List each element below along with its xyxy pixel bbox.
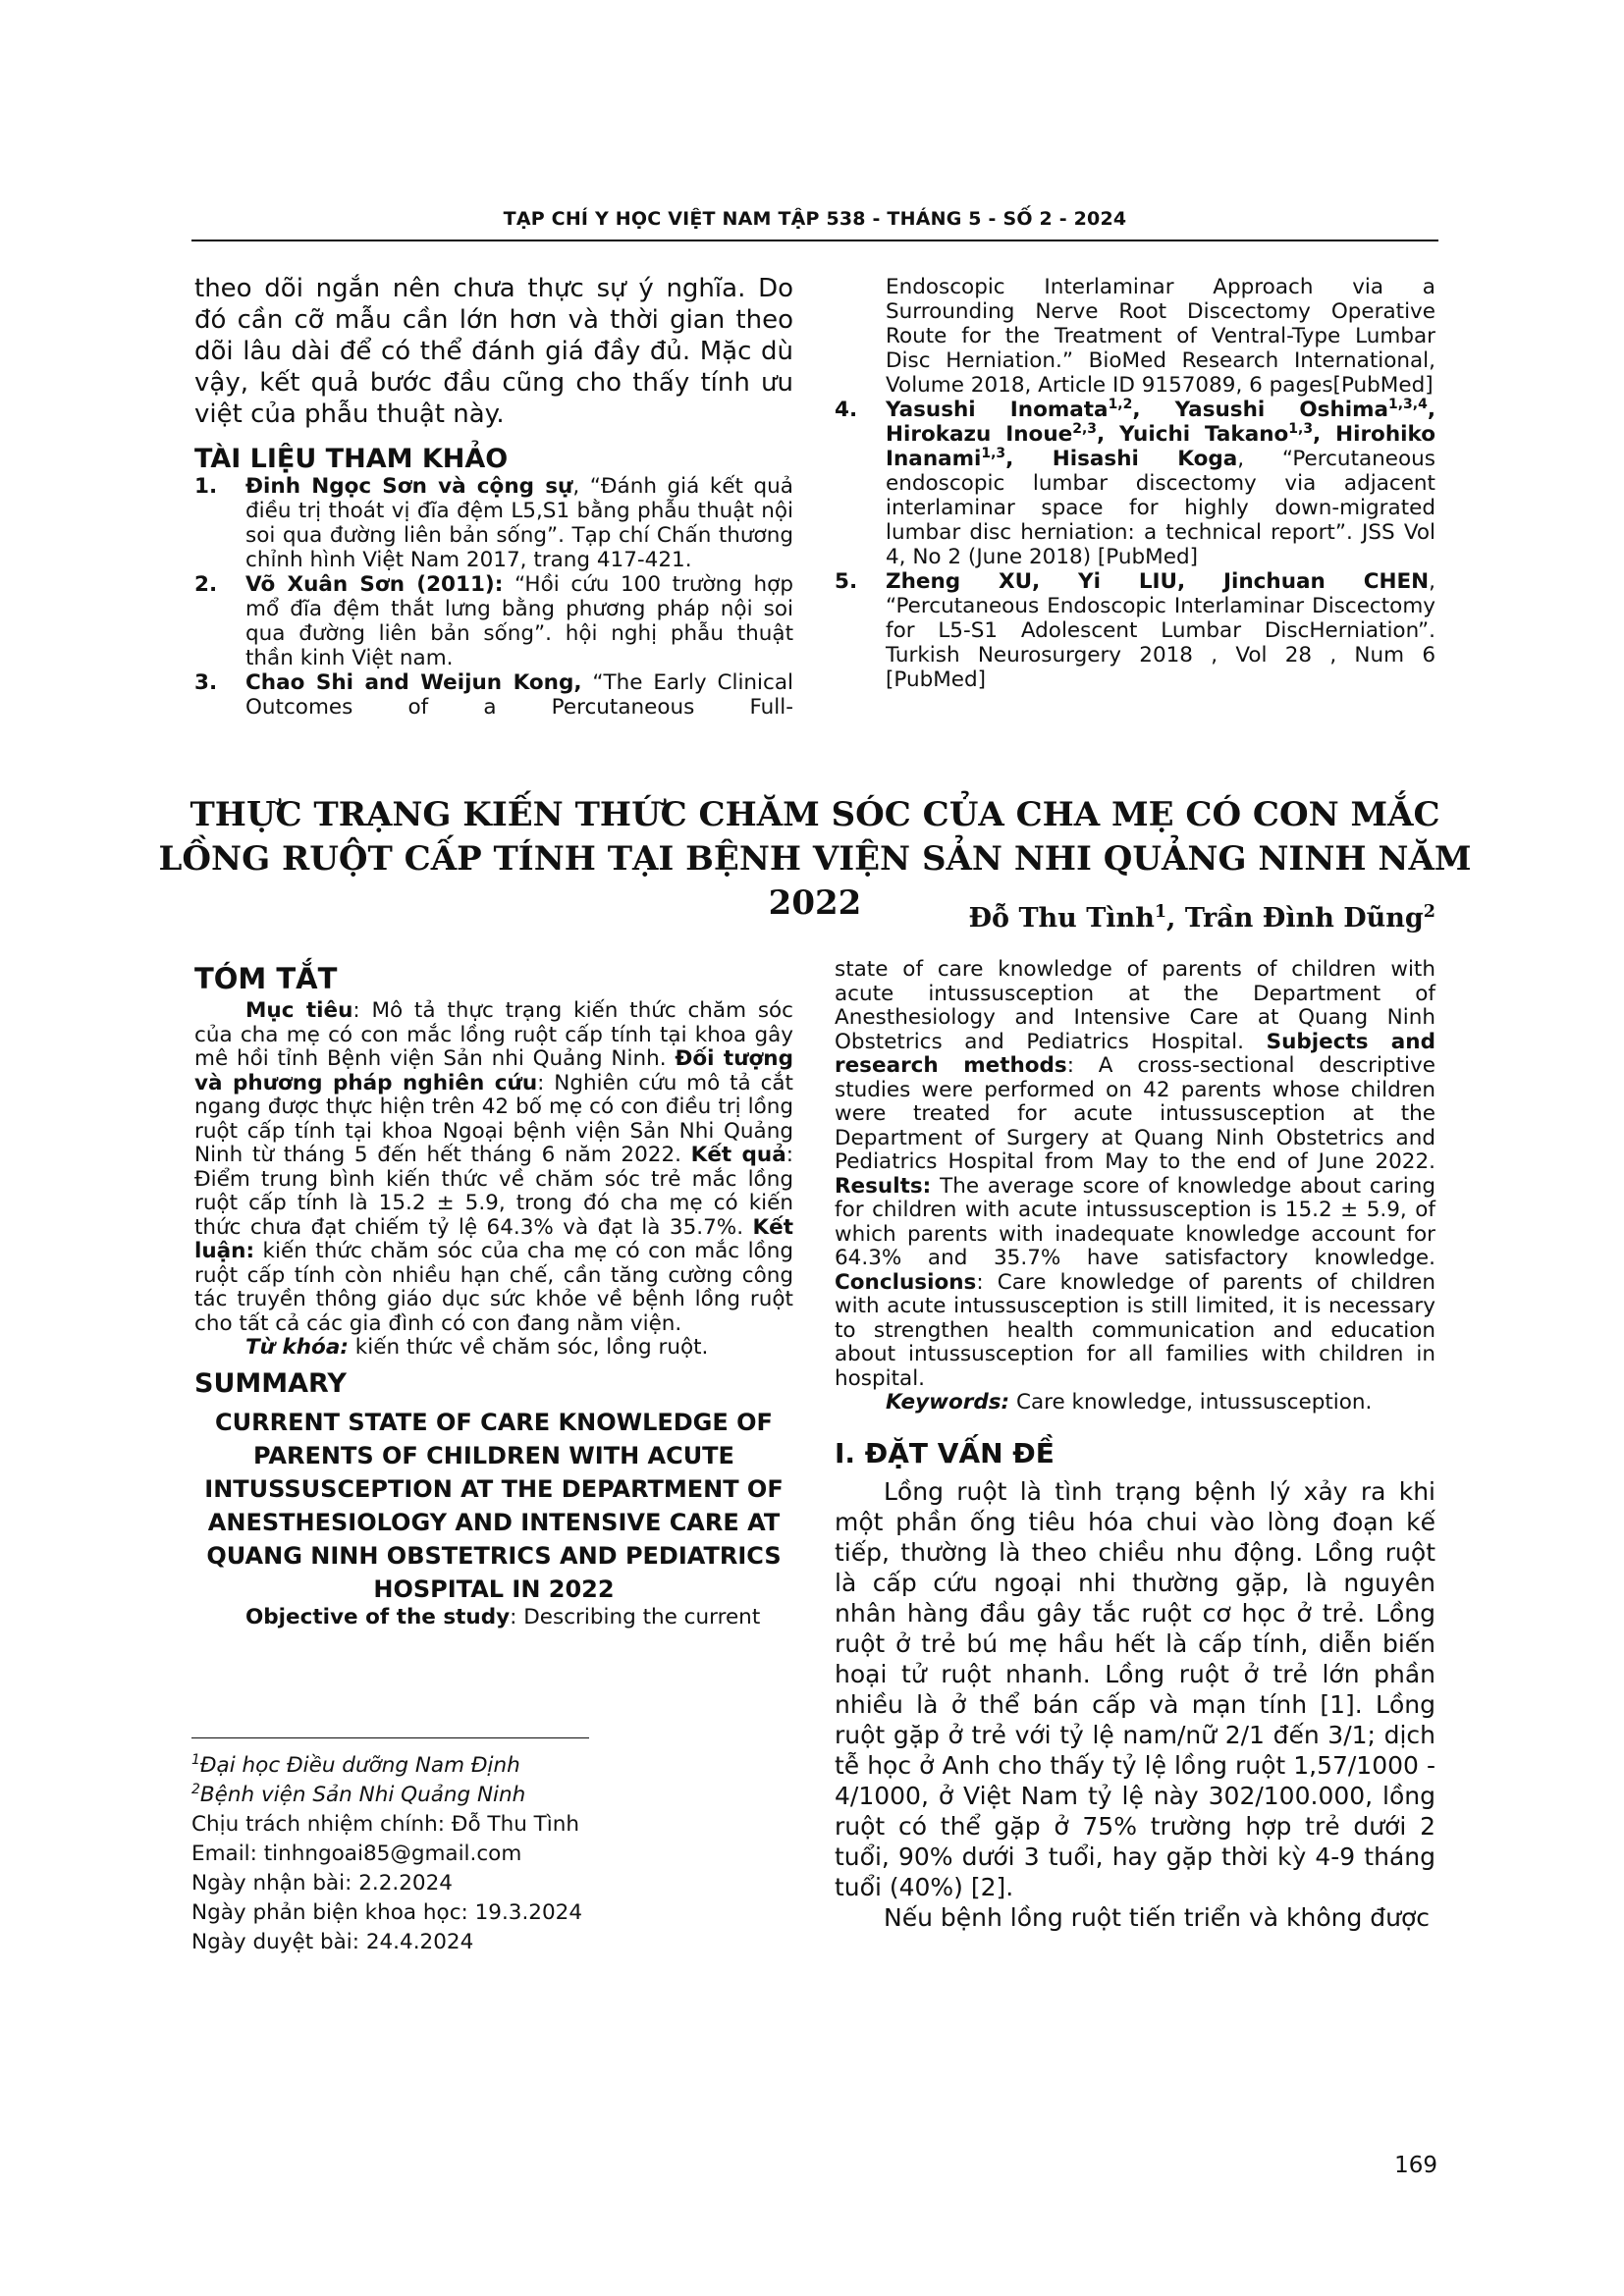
date-received: Ngày nhận bài: 2.2.2024 [191, 1871, 453, 1896]
reference-authors: Võ Xuân Sơn (2011): [245, 572, 504, 597]
reference-number: 5. [835, 569, 858, 594]
journal-header: TẠP CHÍ Y HỌC VIỆT NAM TẬP 538 - THÁNG 5 - SỐ 2 - 2024 [503, 208, 1127, 230]
top-left-column [194, 273, 793, 720]
summary-objective-start: Objective of the study: Describing the current [245, 1604, 761, 1629]
intro-paragraph-1: Lồng ruột là tình trạng bệnh lý xảy ra khi một phần ống tiêu hóa chui vào lòng đoạn kế tiếp, thường là theo chiều nhu động. Lồng ruột là cấp cứu ngoại nhi thường gặp, là nguyên nhân hàng đầu gây tắc ruột cơ học ở trẻ. Lồng ruột ở trẻ bú mẹ hầu hết là cấp tính, diễn biến hoại tử ruột nhanh. Lồng ruột ở trẻ lớn phần nhiều là ở thể bán cấp và mạn tính [1]. Lồng ruột gặp ở trẻ với tỷ lệ nam/nữ 2/1 đến 3/1; dịch tễ học ở Anh cho thấy tỷ lệ lồng ruột 1,57/1000 - 4/1000, ở Việt Nam tỷ lệ này 302/100.000, lồng ruột có thể gặp ở 75% trường hợp trẻ dưới 2 tuổi, 90% dưới 3 tuổi, hay gặp thời kỳ 4-9 tháng tuổi (40%) [2]. [835, 1476, 1435, 1901]
top-right-column [835, 275, 1435, 692]
reference-number: 2. [194, 572, 218, 597]
summary-heading: SUMMARY [194, 1367, 347, 1399]
summary-body: state of care knowledge of parents of children with acute intussusception at the Department of Anesthesiology and Intensive Care at Quang Ninh Obstetrics and Pediatrics Hospital. Subjects and research methods: A cross-sectional descriptive studies were performed on 42 parents whose children were treated for acute intussusception at the Department of Surgery at Quang Ninh Obstetrics and Pediatrics Hospital from May to the end of June 2022. Results: The average score of knowledge about caring for children with acute intussusception is 15.2 ± 5.9, of which parents with inadequate knowledge account for 64.3% and 35.7% have satisfactory knowledge. Conclusions: Care knowledge of parents of children with acute intussusception is still limited, it is necessary to strengthen health communication and education about intussusception for all families with children in hospital. [835, 957, 1435, 1391]
author-affiliation-mark: 2 [1423, 902, 1435, 922]
summary-keywords: Keywords: Care knowledge, intussusception. [886, 1390, 1373, 1415]
reference-authors: Đinh Ngọc Sơn và cộng sự [245, 474, 573, 499]
reference-number: 4. [835, 398, 858, 422]
summary-title: CURRENT STATE OF CARE KNOWLEDGE OF PARENTS OF CHILDREN WITH ACUTE INTUSSUSCEPTION AT THE DEPARTMENT OF ANESTHESIOLOGY AND INTENSIVE CARE AT QUANG NINH OBSTETRICS AND PEDIATRICS HOSPITAL IN 2022 [204, 1408, 784, 1603]
footnote-rule [191, 1737, 589, 1738]
corresponding-author: Chịu trách nhiệm chính: Đỗ Thu Tình [191, 1812, 580, 1837]
date-accepted: Ngày duyệt bài: 24.4.2024 [191, 1930, 474, 1954]
previous-article-conclusion: theo dõi ngắn nên chưa thực sự ý nghĩa. Do đó cần cỡ mẫu cần lớn hơn và thời gian theo dõi lâu dài để có thể đánh giá đầy đủ. Mặc dù vậy, kết quả bước đầu cũng cho thấy tính ưu việt của phẫu thuật này. [194, 274, 793, 429]
reference-5 [835, 569, 1435, 692]
reference-number: 1. [194, 474, 218, 499]
abstract-left-column [194, 960, 793, 1629]
reference-3 [194, 670, 793, 720]
affiliation-1: $^1$Đại học Điều dưỡng Nam Định [191, 1751, 520, 1778]
author-affiliation-mark: 1 [1154, 902, 1167, 922]
abstract-right-column [835, 958, 1435, 1933]
author-name: Trần Đình Dũng [1184, 903, 1424, 934]
reference-1 [194, 474, 793, 572]
article-authors: Đỗ Thu Tình$^1$, Trần Đình Dũng$^2$ [968, 902, 1435, 934]
intro-paragraph-2: Nếu bệnh lồng ruột tiến triển và không được [884, 1902, 1431, 1932]
footnotes [191, 1751, 582, 1957]
author-name: Đỗ Thu Tình [968, 903, 1155, 934]
header-rule [191, 240, 1438, 241]
article-title: THỰC TRẠNG KIẾN THỨC CHĂM SÓC CỦA CHA MẸ CÓ CON MẮC LỒNG RUỘT CẤP TÍNH TẠI BỆNH VIỆN SẢN NHI QUẢNG NINH NĂM 2022 [158, 795, 1472, 923]
vn-keywords: Từ khóa: kiến thức về chăm sóc, lồng ruột. [245, 1335, 709, 1360]
reference-list-left [194, 474, 793, 720]
vn-abstract-body: Mục tiêu: Mô tả thực trạng kiến thức chăm sóc của cha mẹ có con mắc lồng ruột cấp tính tại khoa gây mê hồi tỉnh Bệnh viện Sản nhi Quảng Ninh. Đối tượng và phương pháp nghiên cứu: Nghiên cứu mô tả cắt ngang được thực hiện trên 42 bố mẹ có con điều trị lồng ruột cấp tính tại khoa Ngoại bệnh viện Sản Nhi Quảng Ninh từ tháng 5 đến hết tháng 6 năm 2022. Kết quả: Điểm trung bình kiến thức về chăm sóc trẻ mắc lồng ruột cấp tính là 15.2 ± 5.9, trong đó cha mẹ có kiến thức chưa đạt chiếm tỷ lệ 64.3% và đạt là 35.7%. Kết luận: kiến thức chăm sóc của cha mẹ có con mắc lồng ruột cấp tính còn nhiều hạn chế, cần tăng cường công tác truyền thông giáo dục sức khỏe về bệnh lồng ruột cho tất cả các gia đình có con đang nằm viện. [194, 998, 793, 1336]
reference-authors: Zheng XU, Yi LIU, Jinchuan CHEN [886, 569, 1430, 594]
reference-4 [835, 398, 1435, 569]
date-reviewed: Ngày phản biện khoa học: 19.3.2024 [191, 1900, 583, 1925]
reference-text: “The Early Clinical Outcomes of a Percutaneous Full- [245, 670, 794, 720]
page-number: 169 [1394, 2153, 1437, 2178]
references-heading: TÀI LIỆU THAM KHẢO [194, 444, 509, 474]
reference-3-continued: Endoscopic Interlaminar Approach via a Surrounding Nerve Root Discectomy Operative Route for the Treatment of Ventral-Type Lumbar Disc Herniation.” BioMed Research International, Volume 2018, Article ID 9157089, 6 pages[PubMed] [886, 275, 1435, 398]
reference-authors: Chao Shi and Weijun Kong, [245, 670, 582, 695]
affiliation-2: $^2$Bệnh viện Sản Nhi Quảng Ninh [191, 1781, 526, 1807]
reference-2 [194, 572, 793, 670]
reference-text: , “Percutaneous Endoscopic Interlaminar Discectomy for L5-S1 Adolescent Lumbar DiscHerniation”. Turkish Neurosurgery 2018 , Vol 28 , Num 6 [PubMed] [886, 569, 1435, 692]
vn-abstract-heading: TÓM TẮT [194, 962, 338, 995]
reference-text: “Hồi cứu 100 trường hợp mổ đĩa đệm thắt lưng bằng phương pháp nội soi qua đường liên bản sống”. hội nghị phẫu thuật thần kinh Việt nam. [245, 572, 793, 670]
reference-text: , “Percutaneous endoscopic lumbar discectomy via adjacent interlaminar space for highly down-migrated lumbar disc herniation: a technical report”. JSS Vol 4, No 2 (June 2018) [PubMed] [886, 447, 1436, 569]
intro-heading: I. ĐẶT VẤN ĐỀ [835, 1436, 1055, 1469]
reference-number: 3. [194, 670, 218, 695]
contact-email: Email: tinhngoai85@gmail.com [191, 1842, 522, 1866]
reference-authors: Yasushi Inomata$^{1,2}$, Yasushi Oshima$^{1,3,4}$, Hirokazu Inoue$^{2,3}$, Yuichi Takano$^{1,3}$, Hirohiko Inanami$^{1,3}$, Hisashi Koga [886, 396, 1435, 471]
reference-text: , “Đánh giá kết quả điều trị thoát vị đĩa đệm L5,S1 bằng phẫu thuật nội soi qua đường liên bản sống”. Tạp chí Chấn thương chỉnh hình Việt Nam 2017, trang 417-421. [245, 474, 793, 572]
